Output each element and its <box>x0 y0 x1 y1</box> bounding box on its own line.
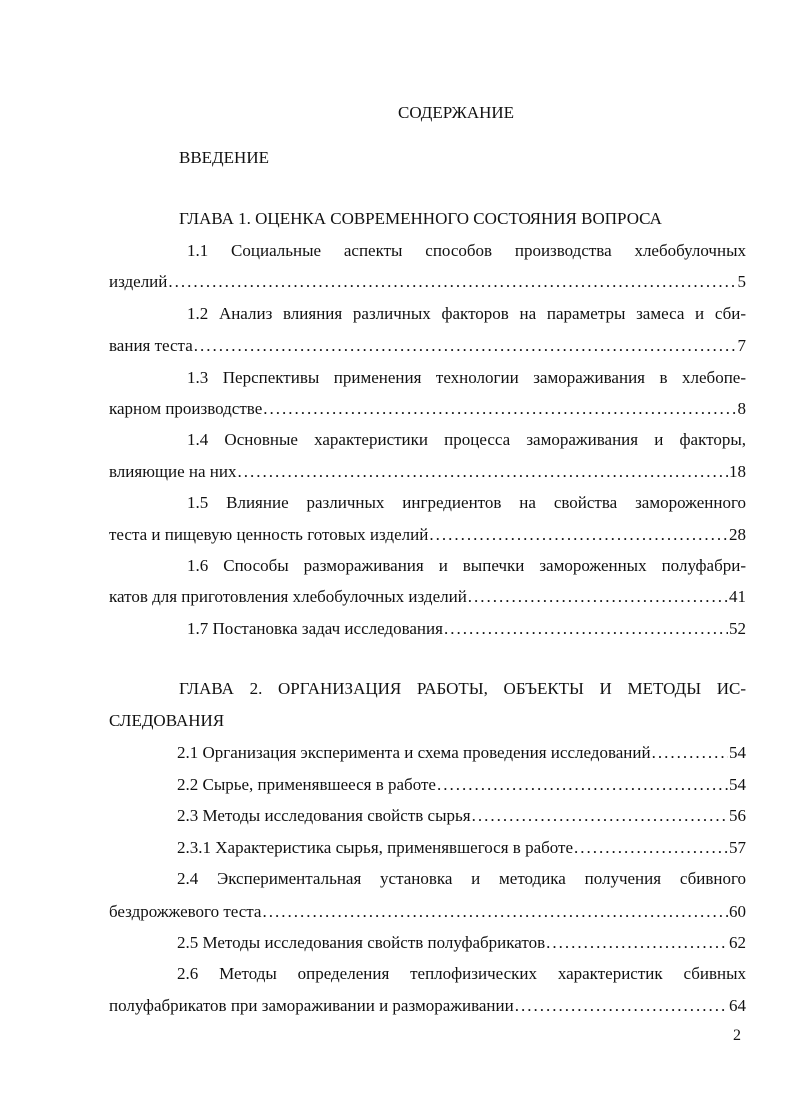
page-ref: 62 <box>729 933 746 952</box>
toc-item-2-1[interactable]: 2.1 Организация эксперимента и схема проведения исследований ..... 54 <box>177 743 746 763</box>
dot-leader <box>515 996 728 1016</box>
dot-leader <box>237 462 728 482</box>
toc-item-2-3-1[interactable]: 2.3.1 Характеристика сырья, применявшегося в работе ..... 57 <box>177 838 746 858</box>
toc-item-2-5[interactable]: 2.5 Методы исследования свойств полуфабрикатов ..... 62 <box>177 933 746 953</box>
toc-item-1-2[interactable]: вания теста ..... 7 <box>109 336 746 356</box>
page-ref: 41 <box>729 587 746 606</box>
page-ref: 64 <box>729 996 746 1015</box>
page-ref: 54 <box>729 743 746 762</box>
chapter1-heading: ГЛАВА 1. ОЦЕНКА СОВРЕМЕННОГО СОСТОЯНИЯ ВОПРОСА <box>179 209 662 228</box>
toc-item-1-6[interactable]: катов для приготовления хлебобулочных изделий ..... 41 <box>109 587 746 607</box>
dot-leader <box>652 743 728 763</box>
toc-item-2-6[interactable]: полуфабрикатов при замораживании и размораживании ..... 64 <box>109 996 746 1016</box>
toc-item-1-6-text: 1.6 Способы размораживания и выпечки замороженных полуфабри- <box>187 556 746 575</box>
dot-leader <box>168 272 736 292</box>
toc-item-2-6-text: 2.6 Методы определения теплофизических характеристик сбивных <box>177 964 746 983</box>
toc-item-2-2[interactable]: 2.2 Сырье, применявшееся в работе ..... 54 <box>177 775 746 795</box>
toc-item-1-4[interactable]: влияющие на них ..... 18 <box>109 462 746 482</box>
dot-leader <box>263 399 736 419</box>
page-ref: 7 <box>737 336 746 355</box>
dot-leader <box>444 619 728 639</box>
page-ref: 60 <box>729 902 746 921</box>
toc-item-2-3[interactable]: 2.3 Методы исследования свойств сырья ..... 56 <box>177 806 746 826</box>
page-number: 2 <box>733 1027 741 1044</box>
page-ref: 8 <box>737 399 746 418</box>
page-ref: 52 <box>729 619 746 638</box>
dot-leader <box>468 587 728 607</box>
dot-leader <box>262 902 728 922</box>
page-ref: 28 <box>729 525 746 544</box>
page-ref: 57 <box>729 838 746 857</box>
dot-leader <box>194 336 737 356</box>
toc-item-1-3[interactable]: карном производстве ..... 8 <box>109 399 746 419</box>
dot-leader <box>437 775 728 795</box>
chapter2-heading-cont: СЛЕДОВАНИЯ <box>109 711 225 730</box>
page-ref: 5 <box>737 272 746 291</box>
intro-heading: ВВЕДЕНИЕ <box>179 148 269 167</box>
toc-item-1-7[interactable]: 1.7 Постановка задач исследования ..... 52 <box>187 619 746 639</box>
page-ref: 56 <box>729 806 746 825</box>
dot-leader <box>472 806 728 826</box>
toc-item-1-4-text: 1.4 Основные характеристики процесса замораживания и факторы, <box>187 430 746 449</box>
toc-item-2-4[interactable]: бездрожжевого теста ..... 60 <box>109 902 746 922</box>
toc-item-1-2-text: 1.2 Анализ влияния различных факторов на параметры замеса и сби- <box>187 304 746 323</box>
page-ref: 18 <box>729 462 746 481</box>
page-ref: 54 <box>729 775 746 794</box>
chapter2-heading: ГЛАВА 2. ОРГАНИЗАЦИЯ РАБОТЫ, ОБЪЕКТЫ И МЕТОДЫ ИС- <box>179 679 746 698</box>
toc-item-2-4-text: 2.4 Экспериментальная установка и методика получения сбивного <box>177 869 746 888</box>
toc-item-1-1[interactable]: изделий ..... 5 <box>109 272 746 292</box>
dot-leader <box>546 933 728 953</box>
toc-item-1-3-text: 1.3 Перспективы применения технологии замораживания в хлебопе- <box>187 368 746 387</box>
page-title: СОДЕРЖАНИЕ <box>398 103 515 122</box>
toc-item-1-1-text: 1.1 Социальные аспекты способов производства хлебобулочных <box>187 241 746 260</box>
dot-leader <box>429 525 728 545</box>
dot-leader <box>574 838 728 858</box>
toc-item-1-5[interactable]: теста и пищевую ценность готовых изделий ..... 28 <box>109 525 746 545</box>
toc-item-1-5-text: 1.5 Влияние различных ингредиентов на свойства замороженного <box>187 493 746 512</box>
